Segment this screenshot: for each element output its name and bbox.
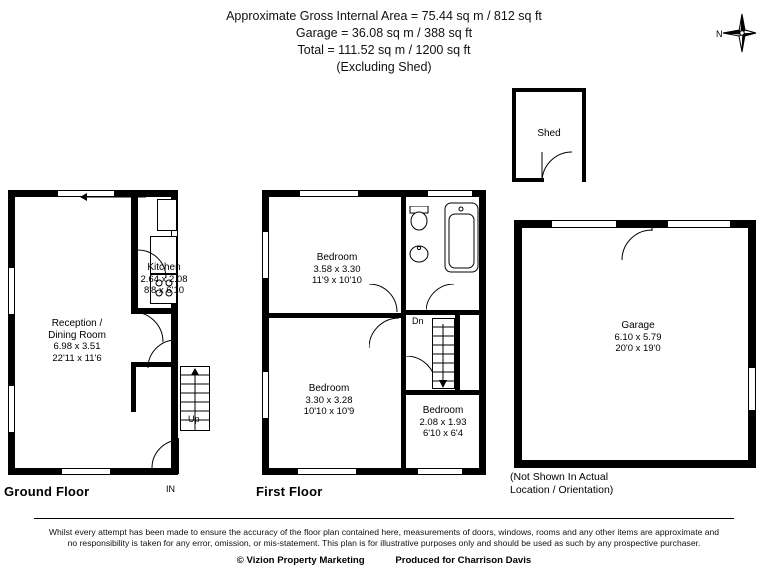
- kitchen-imperial: 8'8 x 6'10: [143, 285, 185, 296]
- total-area: Total = 111.52 sq m / 1200 sq ft: [297, 43, 471, 57]
- disclaimer-line-1: Whilst every attempt has been made to ensure the accuracy of the floor plan contained here, measurements of doors, windows, rooms and any other items are approximate and: [48, 527, 720, 537]
- bedroom2-imperial: 10'10 x 10'9: [303, 406, 355, 417]
- ff-door-bed1: [369, 284, 399, 314]
- gf-window-left-upper: [8, 268, 15, 314]
- ground-floor-label: Ground Floor: [4, 484, 90, 499]
- room-label-bedroom-2: [288, 383, 370, 418]
- shed-wall-left: [512, 88, 516, 182]
- gf-wall-left: [8, 190, 15, 475]
- area-summary: [0, 8, 768, 76]
- first-floor-label: First Floor: [256, 484, 323, 499]
- footer-divider: [34, 518, 734, 519]
- shed-wall-top: [512, 88, 586, 92]
- garage-area: Garage = 36.08 sq m / 388 sq ft: [295, 26, 473, 40]
- reception-name: Reception /: [51, 318, 103, 329]
- garage-name: Garage: [621, 320, 655, 331]
- ff-window-top-bath: [428, 190, 472, 197]
- gf-window-bottom: [62, 468, 110, 475]
- gross-internal-area: Approximate Gross Internal Area = 75.44 sq m / 812 sq ft: [226, 9, 542, 23]
- disclaimer-line-2: no responsibility is taken for any error, omission, or mis-statement. This plan is for illustrative purposes only and should be used as such by any prospective purchaser.: [67, 538, 701, 548]
- gf-partition-stair-left: [131, 362, 136, 412]
- room-label-bedroom-1: [296, 252, 378, 287]
- garage-door-arc: [620, 228, 654, 262]
- ff-door-bathroom: [426, 284, 456, 314]
- garage-metric: 6.10 x 5.79: [614, 331, 662, 343]
- room-label-kitchen: [128, 262, 200, 297]
- gf-kitchen-leader: [80, 192, 150, 210]
- bedroom1-imperial: 11'9 x 10'10: [312, 275, 362, 286]
- shed-door: [540, 150, 574, 184]
- bedroom1-metric: 3.58 x 3.30: [313, 263, 361, 275]
- ff-window-left-upper: [262, 232, 269, 278]
- stairs-down-label: Dn: [412, 316, 424, 326]
- garage-opening-right: [748, 368, 756, 410]
- room-label-garage: [592, 320, 684, 355]
- compass-icon: [712, 10, 758, 56]
- garage-wall-right: [748, 220, 756, 468]
- excluding-shed-note: (Excluding Shed): [336, 60, 432, 74]
- toilet-icon: [408, 206, 430, 232]
- credits: [0, 555, 768, 566]
- ff-window-top-bed1: [300, 190, 358, 197]
- reception-metric: 6.98 x 3.51: [53, 341, 101, 352]
- kitchen-name: Kitchen: [147, 262, 181, 273]
- stairs-up-label: Up: [188, 414, 200, 424]
- kitchen-metric: 2.64 x 2.08: [140, 273, 188, 285]
- entrance-label: IN: [166, 484, 175, 494]
- kitchen-unit-a: [157, 199, 177, 231]
- reception-imperial: 22'11 x 11'6: [52, 352, 102, 364]
- bedroom3-name: Bedroom: [422, 405, 464, 416]
- garage-opening-top-left: [552, 220, 616, 228]
- produced-for-text: Produced for Charrison Davis: [395, 555, 532, 566]
- footer: [0, 518, 768, 566]
- ff-door-bed2: [369, 318, 401, 350]
- room-label-shed: [518, 128, 580, 140]
- garage-opening-top-right: [668, 220, 730, 228]
- ff-window-left-lower: [262, 372, 269, 418]
- bedroom2-name: Bedroom: [308, 383, 350, 394]
- bedroom3-imperial: 6'10 x 6'4: [422, 428, 464, 439]
- room-label-reception-dining: [22, 318, 132, 364]
- copyright-text: © Vizion Property Marketing: [236, 555, 365, 566]
- bedroom1-name: Bedroom: [316, 252, 358, 263]
- garage-note-line1: (Not Shown In Actual: [510, 471, 609, 483]
- bathtub-icon: [444, 202, 480, 274]
- compass-north-label: N: [716, 29, 723, 39]
- ff-staircase: [432, 318, 456, 390]
- shed-wall-right: [582, 88, 586, 182]
- gf-front-door-leaf: [176, 438, 179, 474]
- gf-door-entrance: [146, 338, 178, 370]
- garage-note-line2: Location / Orientation): [510, 484, 614, 496]
- bedroom2-metric: 3.30 x 3.28: [305, 394, 353, 406]
- ff-window-bottom-bed3: [418, 468, 462, 475]
- ff-partition-bed3-top: [406, 390, 486, 395]
- basin-icon: [408, 244, 430, 264]
- ff-window-bottom-bed2: [298, 468, 356, 475]
- garage-wall-left: [514, 220, 522, 468]
- bedroom3-metric: 2.08 x 1.93: [419, 416, 467, 428]
- garage-wall-bottom: [514, 460, 756, 468]
- room-label-bedroom-3: [402, 405, 484, 440]
- gf-window-left-lower: [8, 386, 15, 432]
- dining-name: Dining Room: [48, 329, 106, 341]
- garage-imperial: 20'0 x 19'0: [615, 343, 661, 354]
- ff-partition-bath-left: [401, 197, 406, 313]
- shed-name: Shed: [537, 128, 561, 139]
